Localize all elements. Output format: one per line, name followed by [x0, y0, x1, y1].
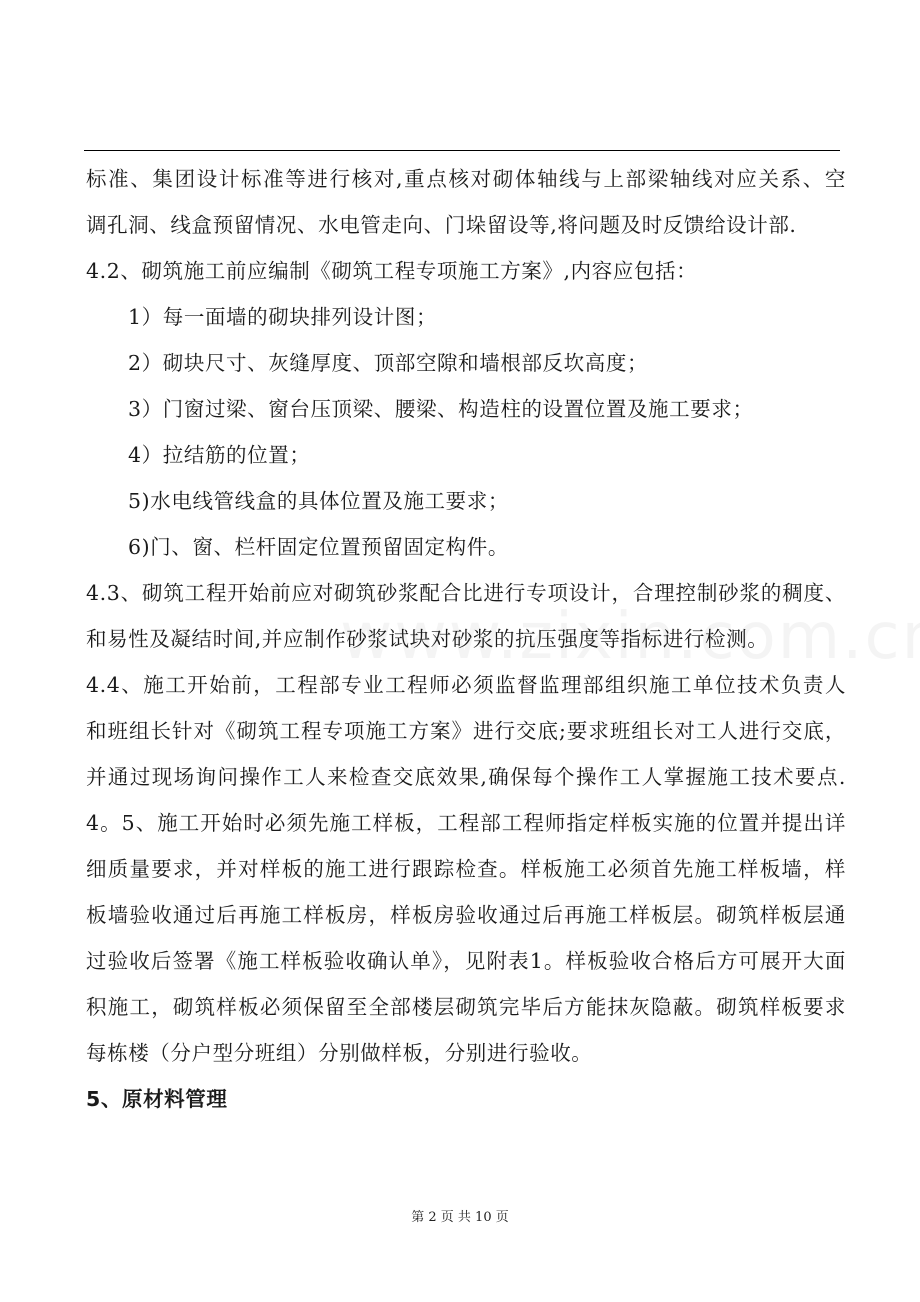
list-item: 3）门窗过梁、窗台压顶梁、腰梁、构造柱的设置位置及施工要求； — [128, 397, 754, 421]
paragraph-line: 细质量要求，并对样板的施工进行跟踪检查。样板施工必须首先施工样板墙，样 — [86, 857, 846, 881]
paragraph-line: 标准、集团设计标准等进行核对,重点核对砌体轴线与上部梁轴线对应关系、空 — [86, 167, 846, 191]
list-item: 5)水电线管线盒的具体位置及施工要求； — [128, 489, 509, 513]
paragraph-line: 积施工，砌筑样板必须保留至全部楼层砌筑完毕后方能抹灰隐蔽。砌筑样板要求 — [86, 995, 846, 1019]
header-rule — [84, 150, 840, 151]
paragraph-line: 板墙验收通过后再施工样板房，样板房验收通过后再施工样板层。砌筑样板层通 — [86, 903, 846, 927]
list-item: 2）砌块尺寸、灰缝厚度、顶部空隙和墙根部反坎高度； — [128, 351, 649, 375]
list-item: 1）每一面墙的砌块排列设计图； — [128, 305, 438, 329]
paragraph-line: 和班组长针对《砌筑工程专项施工方案》进行交底;要求班组长对工人进行交底， — [86, 719, 846, 743]
paragraph-line: 和易性及凝结时间,并应制作砂浆试块对砂浆的抗压强度等指标进行检测。 — [86, 627, 769, 651]
paragraph-line: 调孔洞、线盒预留情况、水电管走向、门垛留设等,将问题及时反馈给设计部. — [86, 213, 797, 237]
paragraph-line: 4.4、施工开始前，工程部专业工程师必须监督监理部组织施工单位技术负责人 — [86, 673, 846, 697]
paragraph-line: 每栋楼（分户型分班组）分别做样板，分别进行验收。 — [86, 1041, 593, 1065]
list-item: 4）拉结筋的位置； — [128, 443, 311, 467]
section-5-heading: 5、原材料管理 — [86, 1087, 228, 1111]
section-4-2-heading: 4.2、砌筑施工前应编制《砌筑工程专项施工方案》,内容应包括： — [86, 259, 698, 283]
paragraph-line: 4.3、砌筑工程开始前应对砌筑砂浆配合比进行专项设计，合理控制砂浆的稠度、 — [86, 581, 846, 605]
document-body — [86, 156, 846, 1122]
paragraph-line: 4。5、施工开始时必须先施工样板，工程部工程师指定样板实施的位置并提出详 — [86, 811, 846, 835]
paragraph-line: 并通过现场询问操作工人来检查交底效果,确保每个操作工人掌握施工技术要点. — [86, 765, 846, 789]
list-item: 6)门、窗、栏杆固定位置预留固定构件。 — [128, 535, 509, 559]
paragraph-line: 过验收后签署《施工样板验收确认单》，见附表1。样板验收合格后方可展开大面 — [86, 949, 846, 973]
page-footer: 第 2 页 共 10 页 — [411, 1210, 509, 1225]
